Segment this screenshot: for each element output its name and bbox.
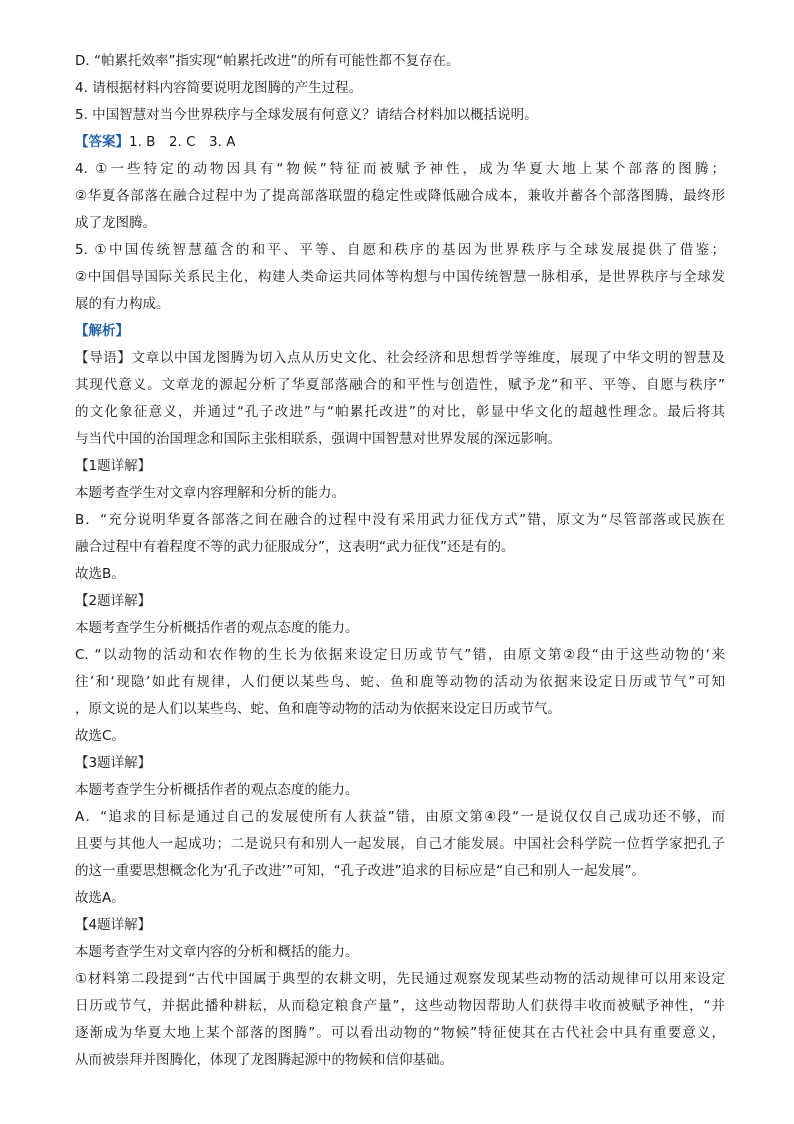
q4-line: 本题考查学生对文章内容的分析和概括的能力。 (75, 944, 359, 960)
q2-line: ，原文说的是人们以某些鸟、蛇、鱼和鹿等动物的活动为依据来设定日历或节气。 (75, 701, 561, 717)
q3-line: 故选A。 (75, 890, 125, 906)
answer-5-line: 5. ①中国传统智慧蕴含的和平、平等、自愿和秩序的基因为世界秩序与全球发展提供了借鉴； (75, 242, 725, 258)
q1-line: B．“充分说明华夏各部落之间在融合的过程中没有采用武力征伐方式”错，原文为“尽管部落或民族在 (75, 512, 725, 528)
q4-heading: 【4题详解】 (75, 917, 152, 933)
q1-heading: 【1题详解】 (75, 458, 152, 474)
question-4: 4. 请根据材料内容简要说明龙图腾的产生过程。 (75, 80, 363, 96)
answer-choices: 1. B 2. C 3. A (129, 134, 236, 150)
q3-line: A．“追求的目标是通过自己的发展使所有人获益”错，由原文第④段“一是说仅仅自己成功还不够，而 (75, 809, 725, 825)
q4-line: 从而被崇拜并图腾化，体现了龙图腾起源中的物候和信仰基础。 (75, 1052, 453, 1068)
q1-line: 本题考查学生对文章内容理解和分析的能力。 (75, 485, 345, 501)
q3-line: 且要与其他人一起成功；二是说只有和别人一起发展，自己才能发展。中国社会科学院一位哲学家把孔子 (75, 836, 725, 852)
answer-4-line: 成了龙图腾。 (75, 215, 156, 231)
q4-line: 逐渐成为华夏大地上某个部落的图腾”。可以看出动物的“物候”特征使其在古代社会中具有重要意义， (75, 1025, 725, 1041)
q2-line: 故选C。 (75, 728, 125, 744)
q2-line: C. “以动物的活动和农作物的生长为依据来设定日历或节气”错，由原文第②段“由于这些动物的‘来 (75, 647, 725, 663)
answer-row (75, 129, 725, 156)
q2-line: 本题考查学生分析概括作者的观点态度的能力。 (75, 620, 359, 636)
q4-line: 日历或节气，并据此播种耕耘，从而稳定粮食产量”，这些动物因帮助人们获得丰收而被赋予神性，“并 (75, 998, 725, 1014)
answer-label: 【答案】 (75, 134, 129, 150)
analysis-intro-line: 其现代意义。文章龙的源起分析了华夏部落融合的和平性与创造性，赋予龙“和平、平等、自愿与秩序” (75, 377, 725, 393)
q2-line: 往’和‘现隐’如此有规律，人们便以某些鸟、蛇、鱼和鹿等动物的活动为依据来设定日历或节气”可知 (75, 674, 725, 690)
q2-heading: 【2题详解】 (75, 593, 152, 609)
q3-heading: 【3题详解】 (75, 755, 152, 771)
document-page (75, 48, 725, 1074)
q3-line: 本题考查学生分析概括作者的观点态度的能力。 (75, 782, 359, 798)
q3-line: 的这一重要思想概念化为‘孔子改进’”可知，“孔子改进”追求的目标应是“自己和别人一起发展”。 (75, 863, 646, 879)
analysis-label: 【解析】 (75, 323, 129, 339)
question-5: 5. 中国智慧对当今世界秩序与全球发展有何意义？请结合材料加以概括说明。 (75, 107, 538, 123)
q4-line: ①材料第二段提到“古代中国属于典型的农耕文明，先民通过观察发现某些动物的活动规律可以用来设定 (75, 971, 725, 987)
analysis-intro-line: 与当代中国的治国理念和国际主张相联系，强调中国智慧对世界发展的深远影响。 (75, 431, 561, 447)
analysis-intro-line: 的文化象征意义，并通过“孔子改进”与“帕累托改进”的对比，彰显中华文化的超越性理念。最后将其 (75, 404, 725, 420)
q1-line: 故选B。 (75, 566, 125, 582)
answer-4-line: ②华夏各部落在融合过程中为了提高部落联盟的稳定性或降低融合成本，兼收并蓄各个部落图腾，最终形 (75, 188, 725, 204)
answer-5-line: ②中国倡导国际关系民主化，构建人类命运共同体等构想与中国传统智慧一脉相承，是世界秩序与全球发 (75, 269, 725, 285)
analysis-intro-line: 【导语】文章以中国龙图腾为切入点从历史文化、社会经济和思想哲学等维度，展现了中华文明的智慧及 (75, 350, 725, 366)
answer-4-line: 4. ①一些特定的动物因具有“物候”特征而被赋予神性，成为华夏大地上某个部落的图腾； (75, 161, 725, 177)
answer-5-line: 展的有力构成。 (75, 296, 170, 312)
q1-line: 融合过程中有着程度不等的武力征服成分”，这表明“武力征伐”还是有的。 (75, 539, 515, 555)
option-d: D. “帕累托效率”指实现“帕累托改进”的所有可能性都不复存在。 (75, 53, 460, 69)
